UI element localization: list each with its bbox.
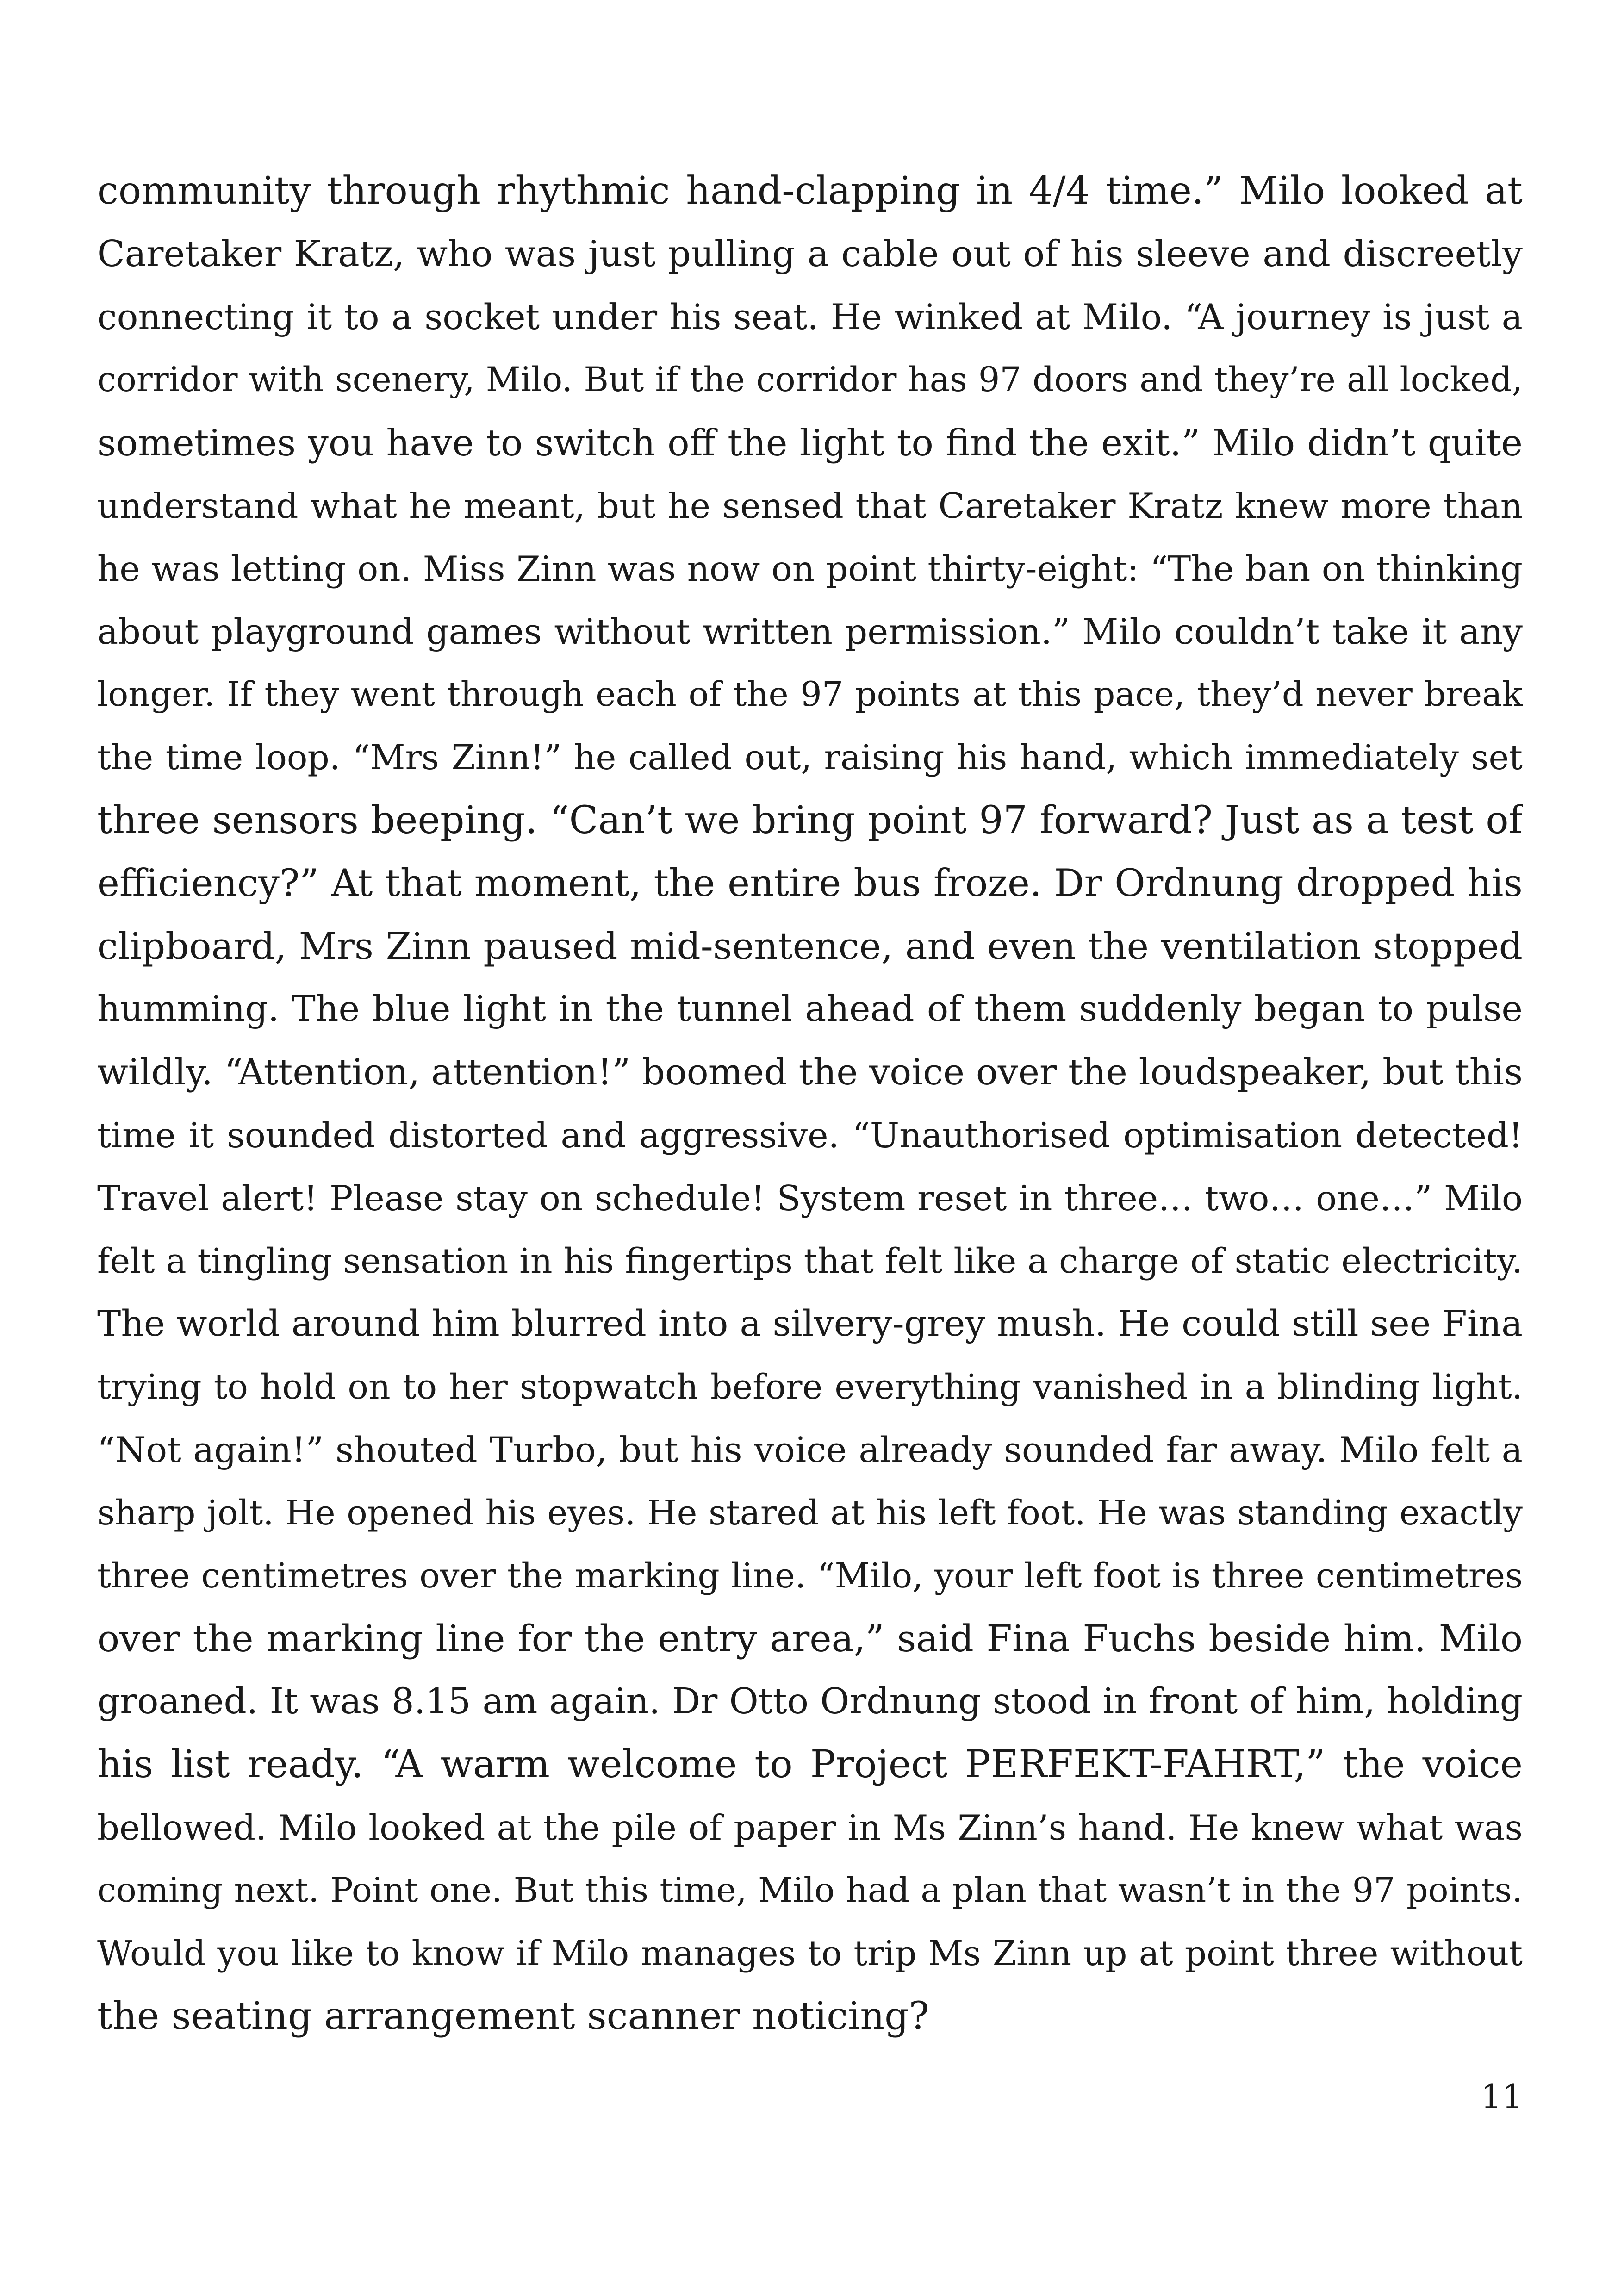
text-line: trying to hold on to her stopwatch before everything vanished in a blinding light. — [97, 1367, 1523, 1407]
text-line: humming. The blue light in the tunnel ahead of them suddenly began to pulse — [97, 989, 1523, 1030]
page-number: 11 — [1481, 2077, 1523, 2116]
text-line: he was letting on. Miss Zinn was now on point thirty-eight: “The ban on thinking — [97, 548, 1523, 589]
text-line: over the marking line for the entry area,” said Fina Fuchs beside him. Milo — [97, 1617, 1523, 1660]
text-line: The world around him blurred into a silvery-grey mush. He could still see Fina — [97, 1303, 1523, 1344]
text-line: Travel alert! Please stay on schedule! System reset in three… two… one…” Milo — [97, 1178, 1523, 1219]
text-line: community through rhythmic hand-clapping in 4/4 time.” Milo looked at — [97, 169, 1523, 213]
text-line: coming next. Point one. But this time, Milo had a plan that wasn’t in the 97 points. — [97, 1871, 1523, 1910]
text-line: three sensors beeping. “Can’t we bring point 97 forward? Just as a test of — [97, 798, 1523, 842]
text-line: corridor with scenery, Milo. But if the corridor has 97 doors and they’re all locked, — [97, 360, 1523, 399]
text-line: felt a tingling sensation in his fingertips that felt like a charge of static electricity. — [97, 1241, 1523, 1281]
text-line: the seating arrangement scanner noticing? — [97, 1994, 929, 2038]
text-line: efficiency?” At that moment, the entire bus froze. Dr Ordnung dropped his — [97, 862, 1523, 905]
text-line: sharp jolt. He opened his eyes. He stared at his left foot. He was standing exactly — [97, 1493, 1523, 1533]
text-line: his list ready. “A warm welcome to Project PERFEKT-FAHRT,” the voice — [97, 1742, 1523, 1786]
text-line: Caretaker Kratz, who was just pulling a cable out of his sleeve and discreetly — [97, 233, 1523, 275]
text-line: “Not again!” shouted Turbo, but his voice already sounded far away. Milo felt a — [97, 1429, 1523, 1470]
text-line: wildly. “Attention, attention!” boomed the voice over the loudspeaker, but this — [97, 1052, 1523, 1093]
text-line: clipboard, Mrs Zinn paused mid-sentence, and even the ventilation stopped — [97, 925, 1523, 968]
text-line: understand what he meant, but he sensed that Caretaker Kratz knew more than — [97, 485, 1523, 526]
text-line: about playground games without written permission.” Milo couldn’t take it any — [97, 611, 1523, 652]
text-line: the time loop. “Mrs Zinn!” he called out, raising his hand, which immediately set — [97, 738, 1523, 778]
text-line: time it sounded distorted and aggressive. “Unauthorised optimisation detected! — [97, 1115, 1523, 1156]
text-line: longer. If they went through each of the 97 points at this pace, they’d never break — [97, 675, 1523, 714]
body-text — [97, 160, 1523, 2048]
text-line: bellowed. Milo looked at the pile of paper in Ms Zinn’s hand. He knew what was — [97, 1807, 1523, 1848]
text-line: Would you like to know if Milo manages to trip Ms Zinn up at point three without — [97, 1934, 1523, 1973]
text-line: connecting it to a socket under his seat. He winked at Milo. “A journey is just a — [97, 296, 1523, 337]
text-line: groaned. It was 8.15 am again. Dr Otto Ordnung stood in front of him, holding — [97, 1681, 1523, 1722]
text-line: sometimes you have to switch off the light to find the exit.” Milo didn’t quite — [97, 422, 1523, 464]
text-line: three centimetres over the marking line. “Milo, your left foot is three centimetres — [97, 1556, 1523, 1596]
